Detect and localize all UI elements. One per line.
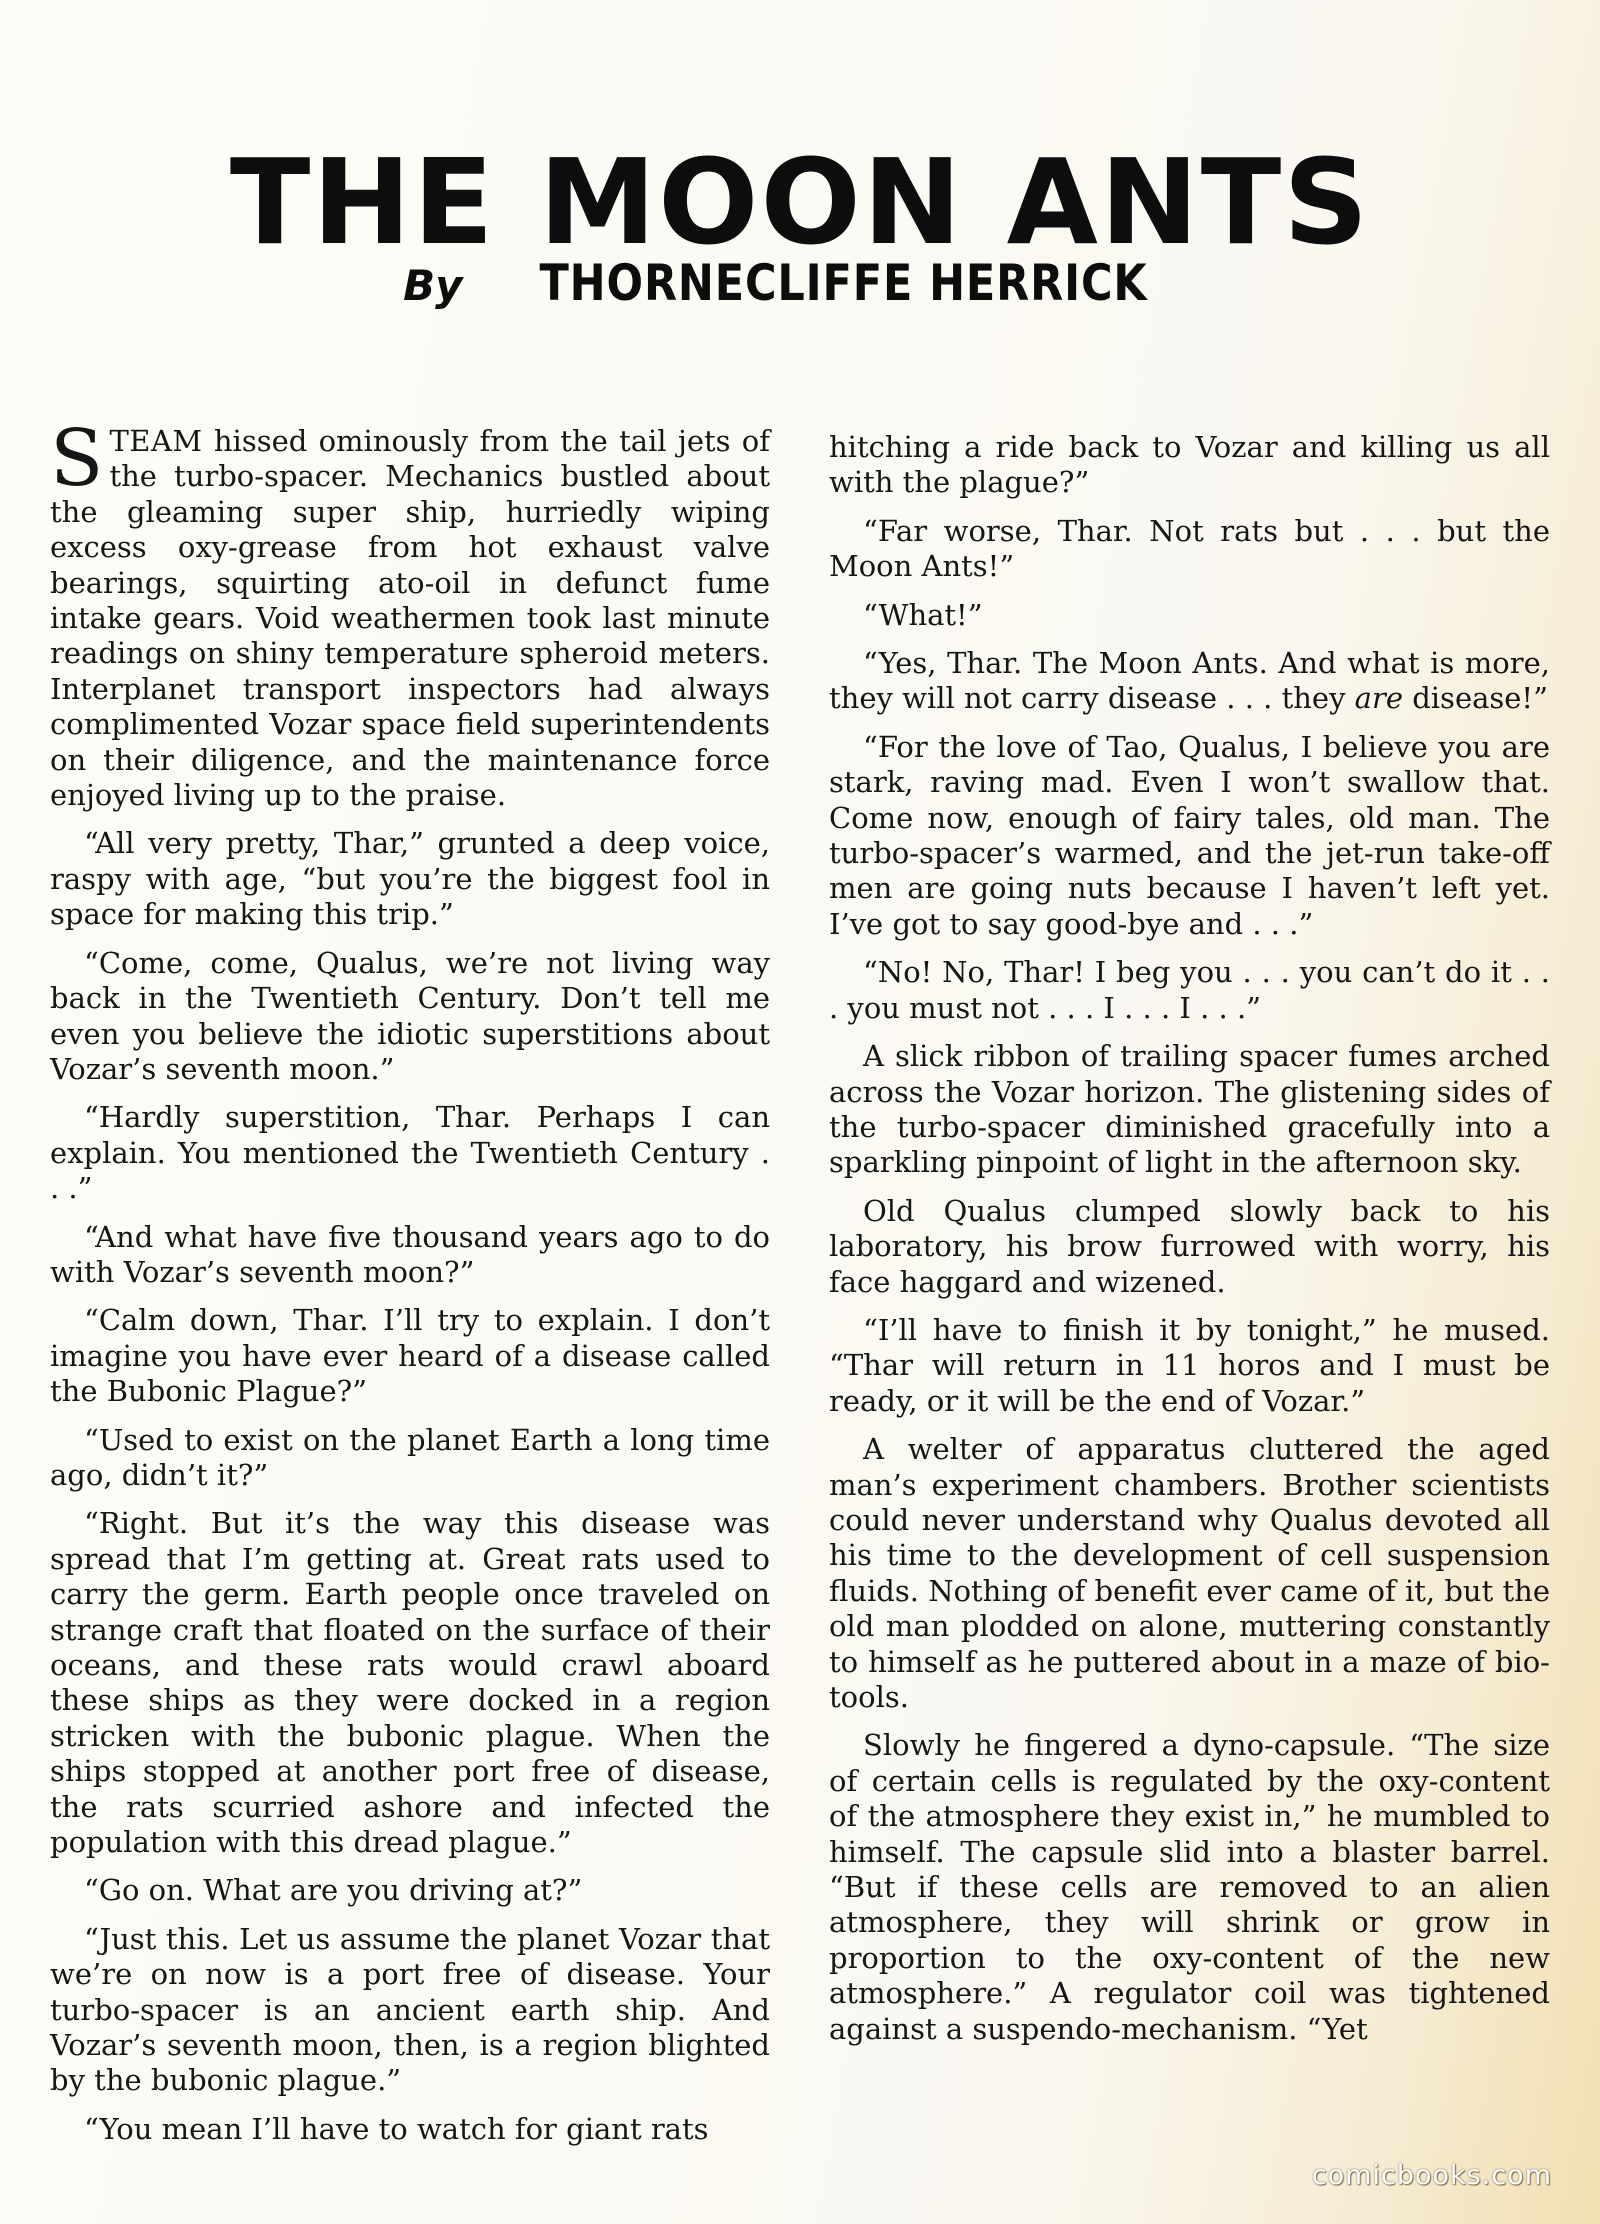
paragraph-text: hissed ominously from the tail jets of the turbo-spacer. Mechanics bustled about the gleaming super ship, hurriedly wiping excess oxy-grease from hot exhaust valve bearings, squirting ato-oil in defunct fume intake gears. Void weathermen took last minute readings on shiny temperature spheroid meters. Interplanet transport inspectors had always complimented Vozar space field superintendents on their diligence, and the maintenance force enjoyed living up to the praise. xyxy=(50,424,771,813)
drop-cap: S xyxy=(50,414,104,504)
paragraph: A slick ribbon of trailing spacer fumes arched across the Vozar horizon. The glistening sides of the turbo-spacer diminished gracefully into a sparkling pinpoint of light in the afternoon sky. xyxy=(829,1039,1550,1180)
paragraph: “For the love of Tao, Qualus, I believe you are stark, raving mad. Even I won’t swallow that. Come now, enough of fairy tales, old man. The turbo-spacer’s warmed, and the jet-run take-off men are going nuts because I haven’t left yet. I’ve got to say good-bye and . . .” xyxy=(829,729,1550,941)
paragraph: “Calm down, Thar. I’ll try to explain. I don’t imagine you have ever heard of a disease called the Bubonic Plague?” xyxy=(50,1303,770,1409)
paragraph: A welter of apparatus cluttered the aged man’s experiment chambers. Brother scientists could never understand why Qualus devoted all his time to the development of cell suspension fluids. Nothing of benefit ever came of it, but the old man plodded on alone, muttering constantly to himself as he puttered about in a maze of bio-tools. xyxy=(829,1432,1550,1714)
paragraph: “No! No, Thar! I beg you . . . you can’t do it . . . you must not . . . I . . . I . . .” xyxy=(829,955,1550,1025)
paragraph: “Hardly superstition, Thar. Perhaps I can explain. You mentioned the Twentieth Century . . .” xyxy=(50,1100,770,1206)
paragraph: Old Qualus clumped slowly back to his laboratory, his brow furrowed with worry, his face haggard and wizened. xyxy=(829,1193,1550,1299)
paragraph xyxy=(829,646,1550,717)
byline-by: By xyxy=(403,261,463,310)
watermark: comicbooks.com xyxy=(1311,2160,1552,2191)
paragraph-text: disease!” xyxy=(1412,681,1548,716)
emphasis-text: are xyxy=(1354,681,1403,716)
paragraph: “What!” xyxy=(863,597,983,632)
paragraph: “Just this. Let us assume the planet Vozar that we’re on now is a port free of disease. Your turbo-spacer is an ancient earth ship. And Vozar’s seventh moon, then, is a region blighted by the bubonic plague.” xyxy=(50,1921,770,2098)
paragraph: “Far worse, Thar. Not rats but . . . but the Moon Ants!” xyxy=(829,513,1550,584)
paragraph: “Go on. What are you driving at?” xyxy=(84,1873,583,1908)
paragraph xyxy=(50,414,771,813)
paragraph: “Come, come, Qualus, we’re not living way back in the Twentieth Century. Don’t tell me even you believe the idiotic superstitions about Vozar’s seventh moon.” xyxy=(50,945,770,1086)
byline-author: THORNECLIFFE HERRICK xyxy=(539,254,1148,312)
paragraph: hitching a ride back to Vozar and killing us all with the plague?” xyxy=(829,430,1550,500)
paragraph: “All very pretty, Thar,” grunted a deep voice, raspy with age, “but you’re the biggest fool in space for making this trip.” xyxy=(50,826,770,932)
paragraph: Slowly he fingered a dyno-capsule. “The size of certain cells is regulated by the oxy-content of the atmosphere they exist in,” he mumbled to himself. The capsule slid into a blaster barrel. “But if these cells are removed to an alien atmosphere, they will shrink or grow in proportion to the oxy-content of the new atmosphere.” A regulator coil was tightened against a suspendo-mechanism. “Yet xyxy=(829,1728,1550,2046)
paragraph: “Used to exist on the planet Earth a long time ago, didn’t it?” xyxy=(50,1422,770,1492)
paragraph: “You mean I’ll have to watch for giant rats xyxy=(84,2111,709,2146)
story-title: THE MOON ANTS xyxy=(229,133,1371,272)
byline xyxy=(0,254,1600,312)
paragraph: “And what have five thousand years ago to do with Vozar’s seventh moon?” xyxy=(50,1219,770,1289)
text-column-right xyxy=(829,430,1550,2060)
paragraph: “Right. But it’s the way this disease was spread that I’m getting at. Great rats used to carry the germ. Earth people once traveled on strange craft that floated on the surface of their oceans, and these rats would crawl aboard these ships as they were docked in a region stricken with the bubonic plague. When the ships stopped at another port free of disease, the rats scurried ashore and infected the population with this dread plague.” xyxy=(50,1506,770,1860)
text-column-left xyxy=(50,414,771,2160)
paragraph-text: “Yes, Thar. The Moon Ants. And what is more, they will not carry disease . . . they xyxy=(829,646,1550,716)
lead-word: TEAM xyxy=(109,424,203,458)
paragraph: “I’ll have to finish it by tonight,” he mused. “Thar will return in 11 horos and I must be ready, or it will be the end of Vozar.” xyxy=(829,1312,1550,1418)
